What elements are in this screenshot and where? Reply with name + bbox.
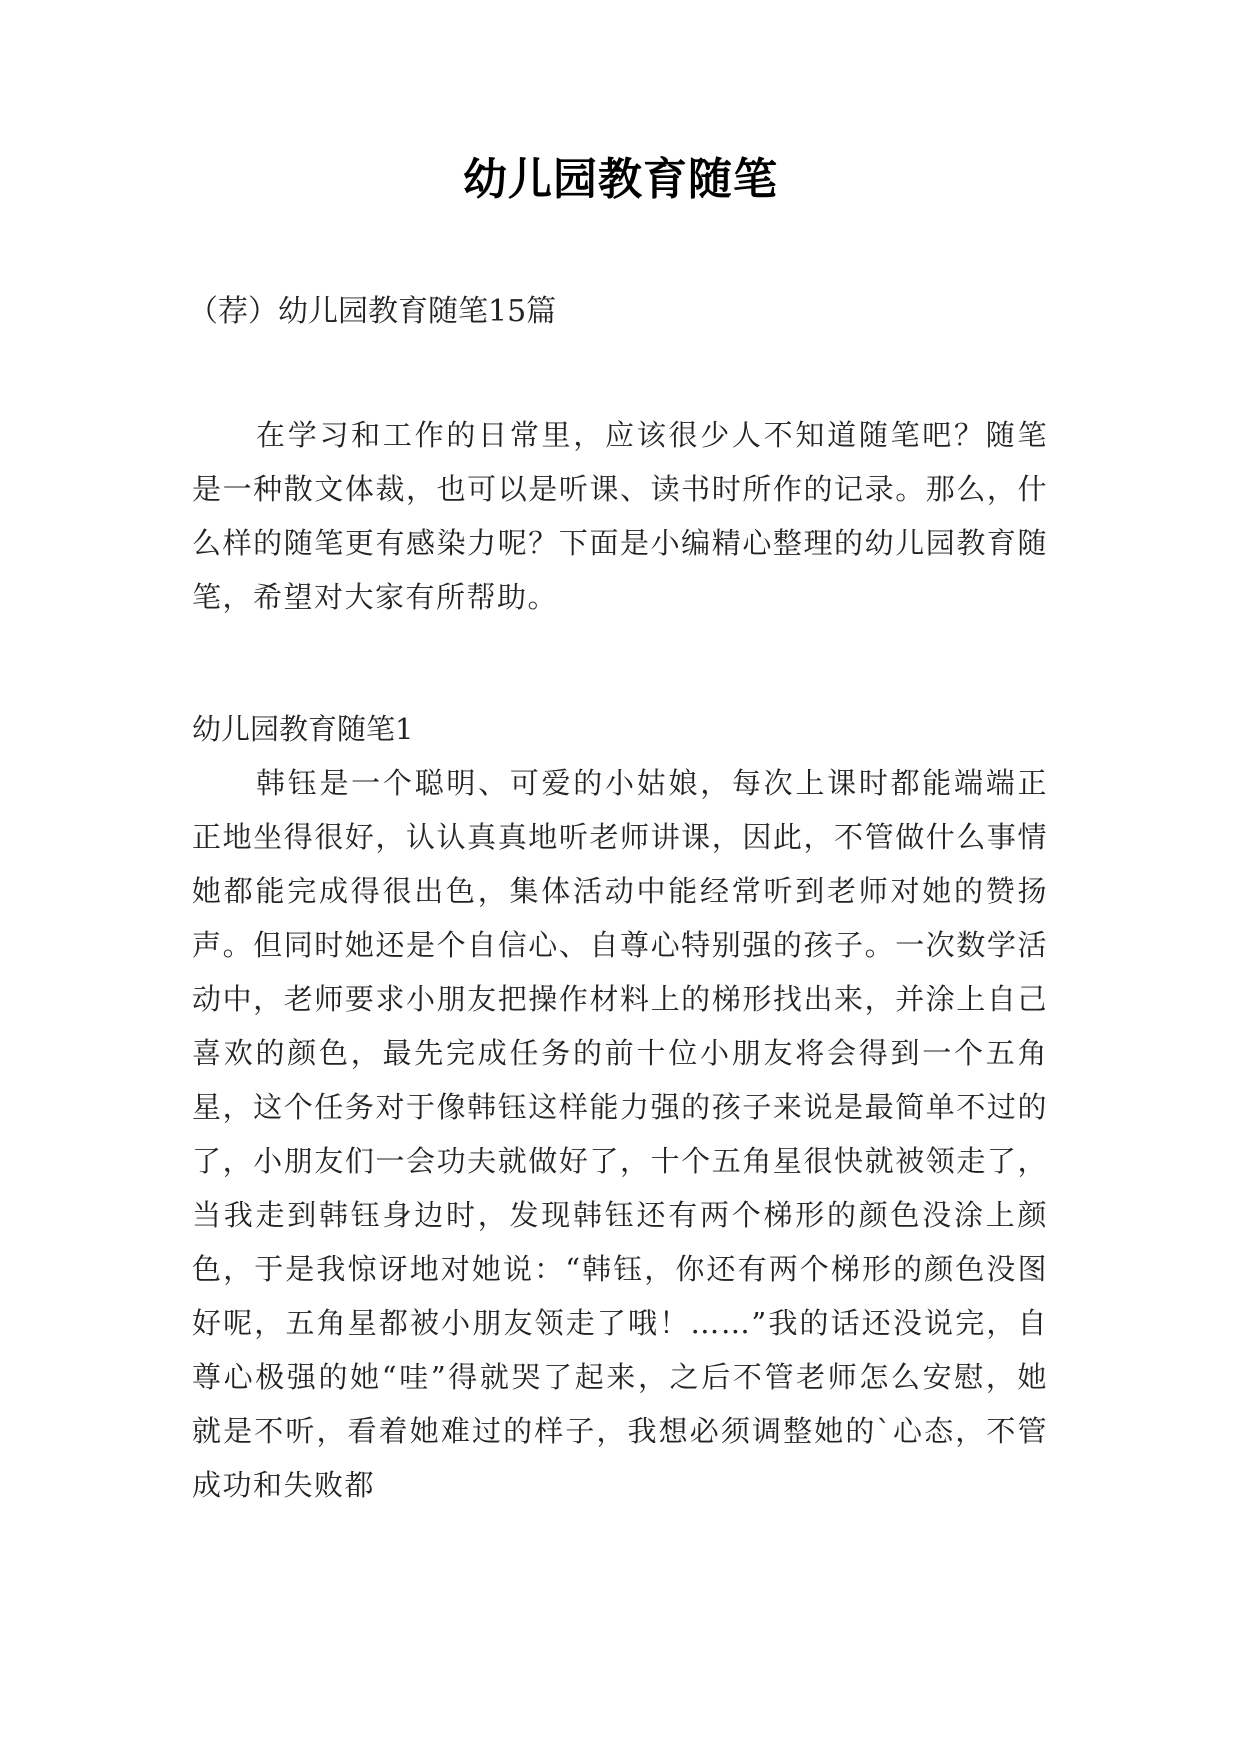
section-body-text: 韩钰是一个聪明、可爱的小姑娘，每次上课时都能端端正正地坐得很好，认认真真地听老师讲课，因此，不管做什么事情她都能完成得很出色，集体活动中能经常听到老师对她的赞扬声。但同时她还是个自信心、自尊心特别强的孩子。一次数学活动中，老师要求小朋友把操作材料上的梯形找出来，并涂上自己喜欢的颜色，最先完成任务的前十位小朋友将会得到一个五角星，这个任务对于像韩钰这样能力强的孩子来说是最简单不过的了，小朋友们一会功夫就做好了，十个五角星很快就被领走了，当我走到韩钰身边时，发现韩钰还有两个梯形的颜色没涂上颜色，于是我惊讶地对她说：“韩钰，你还有两个梯形的颜色没图好呢，五角星都被小朋友领走了哦！……”我的话还没说完，自尊心极强的她“哇”得就哭了起来，之后不管老师怎么安慰，她就是不听，看着她难过的样子，我想必须调整她的`心态，不管成功和失败都 [192,766,1048,1502]
intro-paragraph [192,408,1048,624]
section-body [192,756,1048,1512]
document-subtitle: （荐）幼儿园教育随笔15篇 [188,294,557,329]
intro-text: 在学习和工作的日常里，应该很少人不知道随笔吧？随笔是一种散文体裁，也可以是听课、读书时所作的记录。那么，什么样的随笔更有感染力呢？下面是小编精心整理的幼儿园教育随笔，希望对大家有所帮助。 [192,418,1048,614]
section-heading: 幼儿园教育随笔1 [192,712,414,746]
document-title: 幼儿园教育随笔 [463,154,778,205]
